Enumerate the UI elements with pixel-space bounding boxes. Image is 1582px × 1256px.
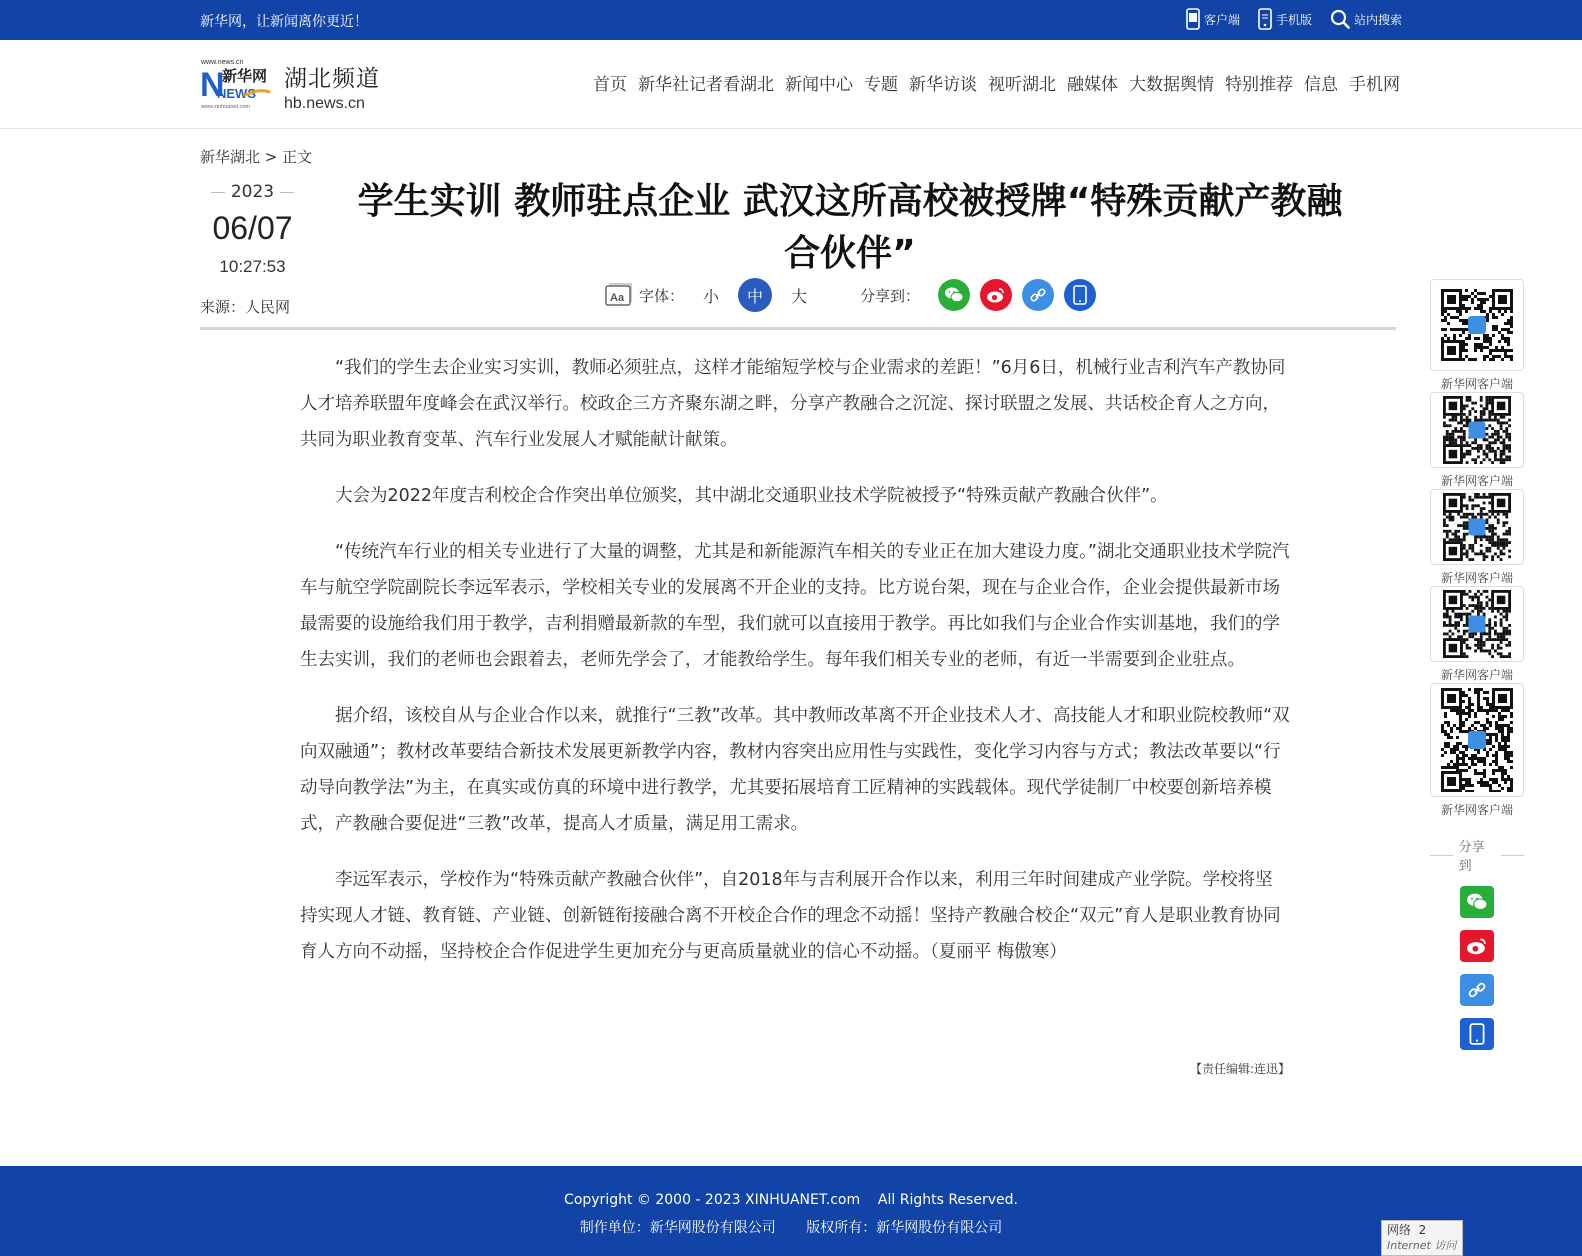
- article-body: [300, 350, 1290, 990]
- side-share-weibo[interactable]: [1460, 930, 1494, 962]
- qr-label: 新华网客户端: [1440, 377, 1513, 391]
- svg-text:NEWS: NEWS: [217, 86, 256, 101]
- qr-label: 新华网客户端: [1440, 803, 1513, 817]
- share-label: 分享到：: [860, 286, 921, 305]
- nav-media[interactable]: 融媒体: [1067, 75, 1118, 95]
- link-icon: [1467, 980, 1487, 1000]
- client-app-button[interactable]: [1186, 8, 1240, 30]
- font-icon: [605, 283, 633, 307]
- mobile-share-icon: [1073, 285, 1087, 305]
- weibo-icon: [986, 286, 1006, 304]
- side-share-heading: [1430, 836, 1524, 874]
- divider-line: [1501, 855, 1524, 856]
- article-source: 来源：人民网: [200, 298, 291, 316]
- svg-text:Aa: Aa: [610, 292, 625, 304]
- breadcrumb: [200, 146, 312, 167]
- side-share-wechat[interactable]: [1460, 886, 1494, 918]
- article-paragraph: 大会为2022年度吉利校企合作突出单位颁奖，其中湖北交通职业技术学院被授予“特殊贡献产教融合伙伴”。: [335, 486, 1168, 506]
- svg-text:N: N: [200, 66, 225, 104]
- qr-code-image: [1441, 289, 1513, 361]
- article-paragraph: “传统汽车行业的相关专业进行了大量的调整，尤其是和新能源汽车相关的专业正在加大建设力度。”湖北交通职业技术学院汽车与航空学院副院长李远军表示，学校相关专业的发展离不开企业的支持。比方说台架，现在与企业合作，企业会提供最新市场最需要的设施给我们用于教学，吉利捐赠最新款的车型，我们就可以直接用于教学。再比如我们与企业合作实训基地，我们的学生去实训，我们的老师也会跟着去，老师先学会了，才能教给学生。每年我们相关专业的老师，有近一半需要到企业驻点。: [300, 542, 1290, 670]
- qr-code[interactable]: [1430, 586, 1524, 662]
- mobile-version-label: 手机版: [1275, 12, 1312, 27]
- qr-code[interactable]: [1430, 683, 1524, 797]
- publish-year-row: [200, 182, 305, 202]
- font-label-text: 字体：: [639, 286, 685, 305]
- side-share-mobile[interactable]: [1460, 1018, 1494, 1050]
- site-footer: [0, 1166, 1582, 1256]
- site-search-button[interactable]: [1330, 8, 1402, 30]
- wechat-icon: [1465, 892, 1489, 912]
- publish-date: [200, 182, 305, 277]
- article-paragraph: 据介绍，该校自从与企业合作以来，就推行“三教”改革。其中教师改革离不开企业技术人才、高技能人才和职业院校教师“双向双融通”；教材改革要结合新技术发展更新教学内容，教材内容突出应用性与实践性，变化学习内容与方式；教法改革要以“行动导向教学法”为主，在真实或仿真的环境中进行教学，尤其要拓展培育工匠精神的实践载体。现代学徒制厂中校要创新培养模式，产教融合要促进“三教”改革，提高人才质量，满足用工需求。: [300, 706, 1290, 834]
- article-title: 学生实训 教师驻点企业 武汉这所高校被授牌“特殊贡献产教融合伙伴”: [357, 181, 1343, 274]
- article-tools: [605, 278, 1096, 312]
- font-size-medium[interactable]: 中: [738, 278, 772, 312]
- search-icon: [1330, 9, 1350, 29]
- network-status-sub: Internet 访问: [1387, 1239, 1457, 1252]
- share-mobile-button[interactable]: [1064, 279, 1096, 311]
- channel-name: 湖北频道: [284, 66, 380, 92]
- channel-title: [284, 60, 380, 113]
- side-share-link[interactable]: [1460, 974, 1494, 1006]
- nav-big-data[interactable]: 大数据舆情: [1129, 75, 1214, 95]
- nav-home[interactable]: 首页: [593, 75, 627, 95]
- qr-code-image: [1441, 493, 1513, 561]
- copyright: Copyright © 2000 - 2023 XINHUANET.com All Rights Reserved.: [564, 1192, 1018, 1208]
- breadcrumb-home[interactable]: 新华湖北: [200, 148, 261, 166]
- qr-code-image: [1441, 688, 1513, 792]
- site-search-label: 站内搜索: [1353, 12, 1402, 27]
- qr-label: 新华网客户端: [1440, 668, 1513, 682]
- nav-topics[interactable]: 专题: [864, 75, 898, 95]
- mobile-icon: [1258, 8, 1272, 30]
- qr-label: 新华网客户端: [1440, 474, 1513, 488]
- channel-domain: hb.news.cn: [284, 95, 365, 112]
- share-link-button[interactable]: [1022, 279, 1054, 311]
- top-bar: [0, 0, 1582, 40]
- nav-info[interactable]: 信息: [1304, 75, 1338, 95]
- weibo-icon: [1465, 936, 1489, 956]
- nav-news-center[interactable]: 新闻中心: [785, 75, 853, 95]
- breadcrumb-current: 正文: [282, 148, 313, 166]
- svg-text:www.news.cn: www.news.cn: [201, 59, 244, 66]
- article-paragraph: “我们的学生去企业实习实训，教师必须驻点，这样才能缩短学校与企业需求的差距！”6月6日，机械行业吉利汽车产教协同人才培养联盟年度峰会在武汉举行。校政企三方齐聚东湖之畔，分享产教融合之沉淀、探讨联盟之发展、共话校企育人之方向，共同为职业教育变革、汽车行业发展人才赋能献计献策。: [300, 358, 1286, 450]
- publish-month-day: 06/07: [212, 210, 293, 246]
- share-weibo-button[interactable]: [980, 279, 1012, 311]
- divider-line: [211, 192, 225, 193]
- breadcrumb-separator: >: [260, 148, 283, 166]
- svg-text:www.xinhuanet.com: www.xinhuanet.com: [201, 104, 250, 110]
- qr-code-image: [1441, 590, 1513, 658]
- nav-featured[interactable]: 特别推荐: [1225, 75, 1293, 95]
- client-app-label: 客户端: [1203, 12, 1240, 27]
- qr-label: 新华网客户端: [1440, 571, 1513, 585]
- xinhua-logo[interactable]: [200, 58, 272, 110]
- nav-av-hubei[interactable]: 视听湖北: [988, 75, 1056, 95]
- producer: 制作单位：新华网股份有限公司: [579, 1220, 776, 1236]
- link-icon: [1029, 286, 1047, 304]
- nav-mobile[interactable]: 手机网: [1349, 75, 1400, 95]
- network-status-widget: [1381, 1220, 1463, 1256]
- share-wechat-button[interactable]: [938, 279, 970, 311]
- font-size-label: [605, 283, 684, 307]
- svg-text:新华网: 新华网: [222, 67, 268, 85]
- nav-reporters[interactable]: 新华社记者看湖北: [638, 75, 774, 95]
- qr-code[interactable]: [1430, 279, 1524, 371]
- qr-code[interactable]: [1430, 392, 1524, 468]
- side-share-label: 分享到: [1458, 840, 1485, 874]
- copyright-owner: 版权所有：新华网股份有限公司: [806, 1220, 1003, 1236]
- title-divider: [200, 327, 1396, 330]
- responsible-editor: 【责任编辑:连迅】: [1190, 1062, 1291, 1076]
- footer-credits: [0, 1217, 1582, 1237]
- side-panel: [1430, 279, 1524, 1050]
- font-size-large[interactable]: 大: [791, 286, 808, 306]
- font-size-small[interactable]: 小: [703, 286, 720, 306]
- wechat-icon: [944, 286, 964, 304]
- qr-code-image: [1441, 396, 1513, 464]
- mobile-version-button[interactable]: [1258, 8, 1312, 30]
- network-status-line: 网络 2: [1387, 1223, 1427, 1237]
- site-header: [0, 40, 1582, 129]
- mobile-share-icon: [1469, 1023, 1485, 1045]
- publish-time: 10:27:53: [219, 257, 286, 276]
- main-nav: [593, 70, 1400, 95]
- phone-app-icon: [1186, 8, 1200, 30]
- nav-interviews[interactable]: 新华访谈: [909, 75, 977, 95]
- article-paragraph: 李远军表示，学校作为“特殊贡献产教融合伙伴”，自2018年与吉利展开合作以来，利用三年时间建成产业学院。学校将坚持实现人才链、教育链、产业链、创新链衔接融合离不开校企合作的理念不动摇！坚持产教融合校企“双元”育人是职业教育协同育人方向不动摇，坚持校企合作促进学生更加充分与更高质量就业的信心不动摇。（夏丽平 梅傲寒）: [300, 870, 1281, 962]
- slogan: 新华网，让新闻离你更近！: [200, 14, 368, 30]
- divider-line: [1430, 855, 1453, 856]
- qr-code[interactable]: [1430, 489, 1524, 565]
- divider-line: [280, 192, 294, 193]
- publish-year: 2023: [230, 182, 275, 202]
- top-tools: [1186, 8, 1402, 30]
